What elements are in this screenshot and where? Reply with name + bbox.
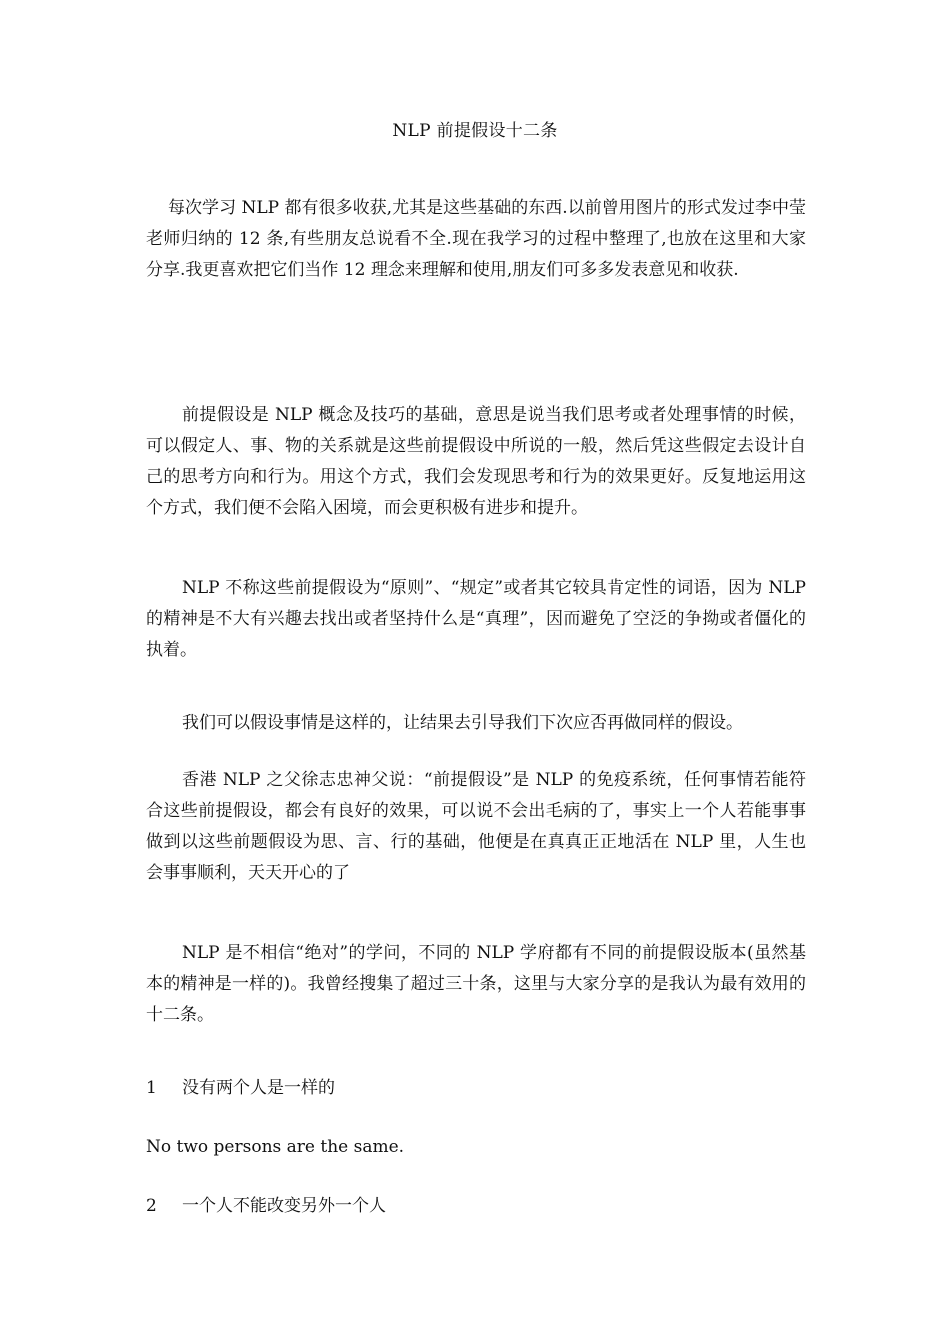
list-item-number: 2 <box>146 1196 157 1216</box>
list-item-1 <box>146 1075 335 1101</box>
paragraph-5: NLP 是不相信“绝对”的学问，不同的 NLP 学府都有不同的前提假设版本(虽然基本的精神是一样的)。我曾经搜集了超过三十条，这里与大家分享的是我认为最有效用的十二条。 <box>146 943 806 1025</box>
list-item-text: 一个人不能改变另外一个人 <box>182 1196 386 1216</box>
list-item-2 <box>146 1193 386 1219</box>
paragraph-4: 香港 NLP 之父徐志忠神父说：“前提假设”是 NLP 的免疫系统，任何事情若能符合这些前提假设，都会有良好的效果，可以说不会出毛病的了，事实上一个人若能事事做到以这些前题假设为思、言、行的基础，他便是在真真正正地活在 NLP 里，人生也会事事顺利，天天开心的了 <box>146 770 806 883</box>
paragraph-2: NLP 不称这些前提假设为“原则”、“规定”或者其它较具肯定性的词语，因为 NLP 的精神是不大有兴趣去找出或者坚持什么是“真理”，因而避免了空泛的争拗或者僵化的执着。 <box>146 578 806 660</box>
document-title: NLP 前提假设十二条 <box>392 121 558 141</box>
intro-paragraph: 每次学习 NLP 都有很多收获,尤其是这些基础的东西.以前曾用图片的形式发过李中莹老师归纳的 12 条,有些朋友总说看不全.现在我学习的过程中整理了,也放在这里和大家分享.我更喜欢把它们当作 12 理念来理解和使用,朋友们可多多发表意见和收获. <box>146 198 806 280</box>
paragraph-1: 前提假设是 NLP 概念及技巧的基础，意思是说当我们思考或者处理事情的时候，可以假定人、事、物的关系就是这些前提假设中所说的一般，然后凭这些假定去设计自己的思考方向和行为。用这个方式，我们会发现思考和行为的效果更好。反复地运用这个方式，我们便不会陷入困境，而会更积极有进步和提升。 <box>146 405 806 518</box>
list-item-1-english: No two persons are the same. <box>146 1137 405 1157</box>
list-item-text: 没有两个人是一样的 <box>182 1078 335 1098</box>
list-item-number: 1 <box>146 1078 157 1098</box>
paragraph-3: 我们可以假设事情是这样的，让结果去引导我们下次应否再做同样的假设。 <box>182 713 743 733</box>
